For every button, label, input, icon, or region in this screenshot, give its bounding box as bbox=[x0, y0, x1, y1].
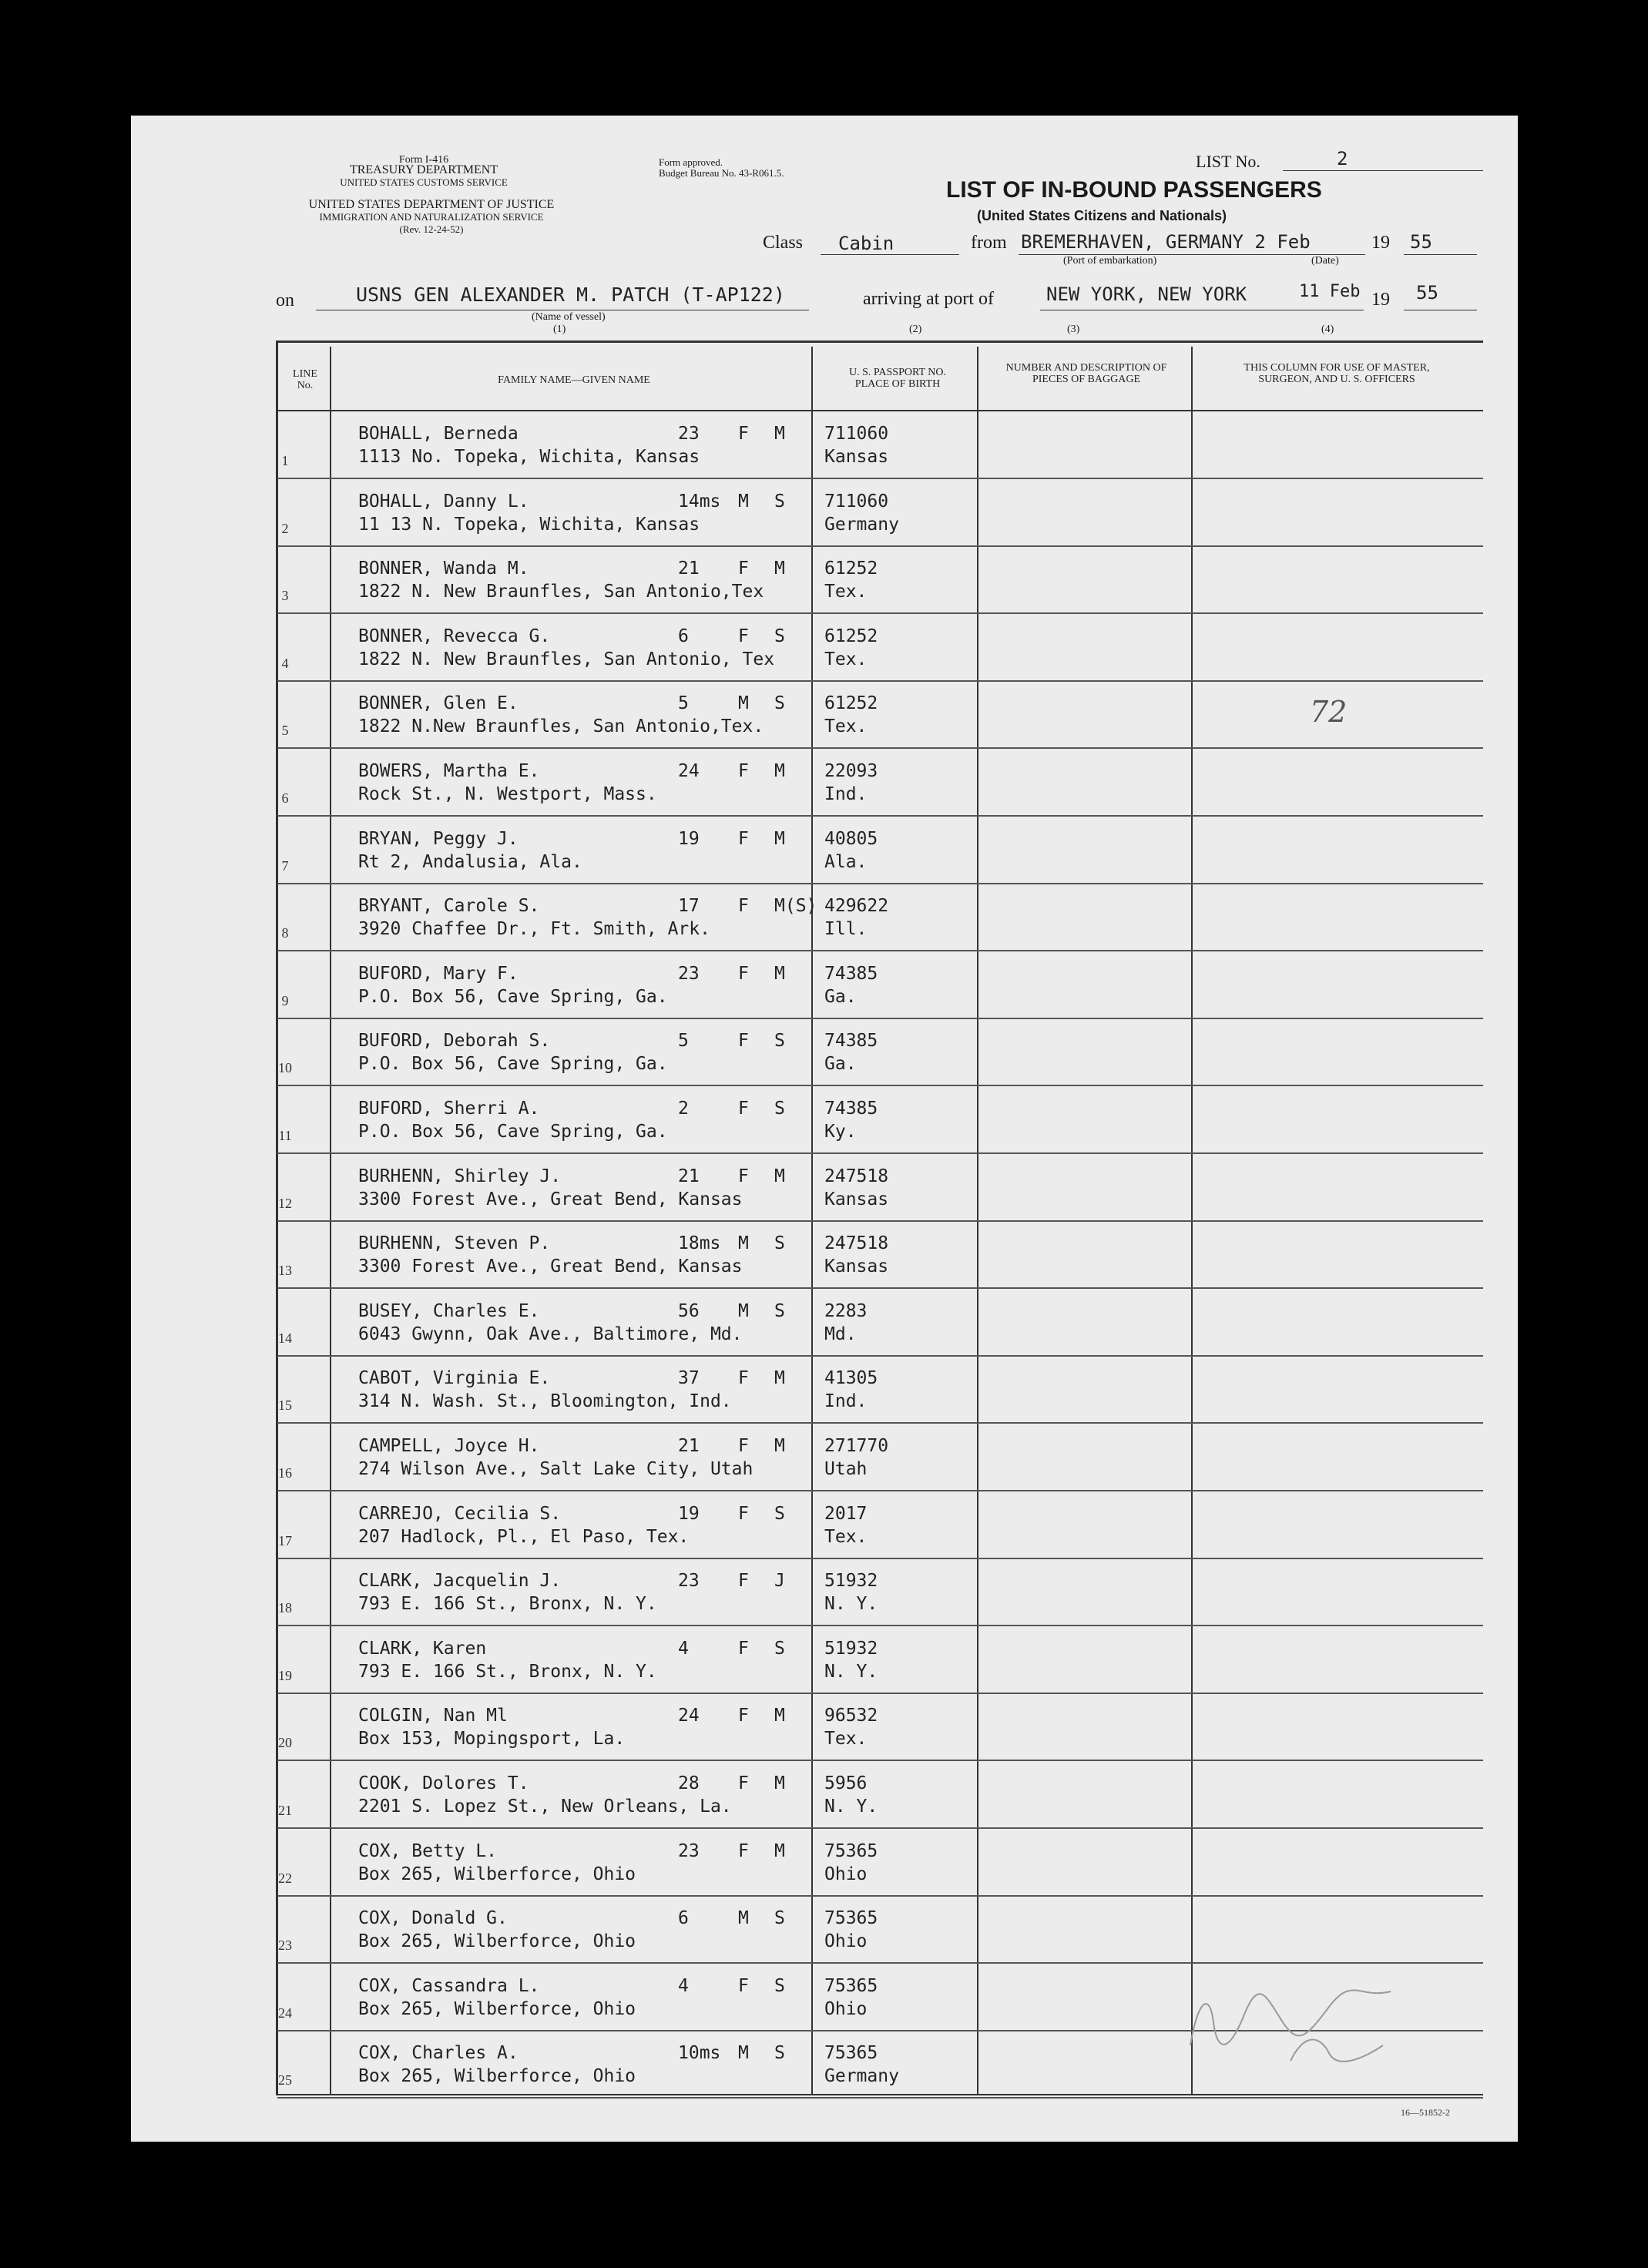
page-title: LIST OF IN-BOUND PASSENGERS bbox=[946, 177, 1322, 203]
passenger-marital-status: M bbox=[774, 424, 785, 444]
table-row bbox=[277, 1154, 1483, 1222]
passenger-sex: F bbox=[738, 1436, 749, 1456]
line-number: 21 bbox=[278, 1803, 292, 1818]
passenger-marital-status: S bbox=[774, 1908, 785, 1929]
passenger-marital-status: S bbox=[774, 1300, 785, 1321]
year-underline-1 bbox=[1404, 254, 1477, 255]
passenger-address: Box 265, Wilberforce, Ohio bbox=[358, 1931, 636, 1952]
passport-number: 74385 bbox=[824, 1031, 878, 1052]
line-number: 15 bbox=[278, 1397, 292, 1414]
passport-number: 41305 bbox=[824, 1368, 878, 1389]
passenger-name: BURHENN, Shirley J. bbox=[358, 1166, 562, 1186]
passenger-age: 17 bbox=[678, 896, 700, 917]
row-divider bbox=[277, 2097, 1483, 2099]
table-row bbox=[277, 1424, 1483, 1491]
passenger-name: BUFORD, Deborah S. bbox=[358, 1031, 551, 1052]
place-of-birth: N. Y. bbox=[824, 1661, 878, 1682]
passenger-address: 11 13 N. Topeka, Wichita, Kansas bbox=[358, 514, 700, 535]
year-value-2: 55 bbox=[1416, 282, 1438, 304]
line-number: 6 bbox=[281, 790, 289, 806]
passenger-address: Rt 2, Andalusia, Ala. bbox=[358, 851, 582, 872]
vessel-name: USNS GEN ALEXANDER M. PATCH (T-AP122) bbox=[356, 284, 785, 306]
table-row bbox=[277, 1018, 1483, 1086]
list-no-value: 2 bbox=[1337, 148, 1348, 169]
passenger-address: 1113 No. Topeka, Wichita, Kansas bbox=[358, 447, 700, 467]
col-header-passport: U. S. PASSPORT NO. PLACE OF BIRTH bbox=[849, 367, 946, 390]
passenger-name: BONNER, Revecca G. bbox=[358, 626, 551, 646]
passenger-name: BOWERS, Martha E. bbox=[358, 761, 540, 781]
page-subtitle: (United States Citizens and Nationals) bbox=[977, 208, 1227, 223]
passenger-address: P.O. Box 56, Cave Spring, Ga. bbox=[358, 1122, 668, 1142]
table-row bbox=[277, 884, 1483, 951]
place-of-birth: Ohio bbox=[824, 1998, 868, 2019]
place-of-birth: Utah bbox=[824, 1459, 868, 1479]
passenger-address: Box 265, Wilberforce, Ohio bbox=[358, 2066, 636, 2087]
customs-service: UNITED STATES CUSTOMS SERVICE bbox=[340, 176, 508, 188]
passenger-name: COX, Donald G. bbox=[358, 1908, 508, 1929]
vessel-col-num: (1) bbox=[553, 324, 566, 335]
passenger-age: 6 bbox=[678, 626, 689, 646]
place-of-birth: Ga. bbox=[824, 1054, 857, 1075]
passenger-marital-status: S bbox=[774, 1031, 785, 1052]
table-row bbox=[277, 1491, 1483, 1559]
passenger-age: 10ms bbox=[678, 2043, 721, 2064]
passport-number: 75365 bbox=[824, 1975, 878, 1996]
list-no-underline bbox=[1283, 170, 1483, 171]
passenger-sex: M bbox=[738, 693, 749, 714]
col-header-line-no: LINE No. bbox=[293, 368, 317, 391]
line-number: 8 bbox=[281, 925, 289, 941]
passenger-address: 3920 Chaffee Dr., Ft. Smith, Ark. bbox=[358, 919, 710, 940]
place-of-birth: Ohio bbox=[824, 1864, 868, 1884]
ins: IMMIGRATION AND NATURALIZATION SERVICE bbox=[319, 211, 544, 223]
passenger-name: CLARK, Karen bbox=[358, 1638, 487, 1659]
passenger-sex: M bbox=[738, 1908, 749, 1929]
passenger-sex: F bbox=[738, 1706, 749, 1726]
table-row bbox=[277, 951, 1483, 1019]
passenger-name: COLGIN, Nan Ml bbox=[358, 1706, 508, 1726]
passenger-marital-status: S bbox=[774, 1638, 785, 1659]
passenger-age: 19 bbox=[678, 1503, 700, 1524]
line-number: 5 bbox=[281, 723, 289, 739]
passport-number: 247518 bbox=[824, 1233, 889, 1254]
class-underline bbox=[821, 254, 959, 255]
passenger-sex: F bbox=[738, 1975, 749, 1996]
passenger-sex: F bbox=[738, 1638, 749, 1659]
passenger-address: 793 E. 166 St., Bronx, N. Y. bbox=[358, 1661, 657, 1682]
from-label: from bbox=[971, 233, 1007, 253]
line-number: 20 bbox=[278, 1735, 292, 1751]
passenger-sex: F bbox=[738, 963, 749, 984]
table-row bbox=[277, 1626, 1483, 1694]
line-number: 2 bbox=[281, 520, 289, 536]
passenger-marital-status: M bbox=[774, 559, 785, 579]
passenger-address: Rock St., N. Westport, Mass. bbox=[358, 784, 657, 804]
passenger-marital-status: S bbox=[774, 1503, 785, 1524]
place-of-birth: Ill. bbox=[824, 919, 868, 940]
passenger-address: 793 E. 166 St., Bronx, N. Y. bbox=[358, 1594, 657, 1615]
passenger-age: 4 bbox=[678, 1975, 689, 1996]
col-num-2: (2) bbox=[909, 324, 922, 335]
passport-number: 247518 bbox=[824, 1166, 889, 1186]
line-number: 12 bbox=[278, 1195, 292, 1211]
passport-number: 74385 bbox=[824, 963, 878, 984]
passenger-age: 4 bbox=[678, 1638, 689, 1659]
table-row bbox=[277, 1086, 1483, 1154]
passenger-age: 37 bbox=[678, 1368, 700, 1389]
passenger-sex: F bbox=[738, 1773, 749, 1793]
passenger-age: 21 bbox=[678, 1166, 700, 1186]
table-row bbox=[277, 817, 1483, 884]
line-number: 18 bbox=[278, 1600, 292, 1616]
passenger-sex: M bbox=[738, 1233, 749, 1254]
pencil-signature bbox=[1175, 1968, 1406, 2068]
passenger-name: BONNER, Glen E. bbox=[358, 693, 519, 714]
passenger-address: 2201 S. Lopez St., New Orleans, La. bbox=[358, 1797, 732, 1817]
passenger-marital-status: M bbox=[774, 1706, 785, 1726]
passport-number: 96532 bbox=[824, 1706, 878, 1726]
passenger-marital-status: M bbox=[774, 963, 785, 984]
passport-number: 61252 bbox=[824, 693, 878, 714]
passenger-name: BRYAN, Peggy J. bbox=[358, 828, 519, 849]
class-value: Cabin bbox=[838, 233, 894, 254]
passport-number: 5956 bbox=[824, 1773, 868, 1793]
passport-number: 74385 bbox=[824, 1099, 878, 1119]
revision: (Rev. 12-24-52) bbox=[399, 223, 464, 235]
passenger-marital-status: S bbox=[774, 626, 785, 646]
port-caption: (Port of embarkation) bbox=[1063, 255, 1157, 267]
col-num-3: (3) bbox=[1067, 324, 1080, 335]
passenger-sex: F bbox=[738, 1503, 749, 1524]
passenger-address: 1822 N. New Braunfles, San Antonio, Tex bbox=[358, 649, 775, 669]
passenger-marital-status: M bbox=[774, 1773, 785, 1793]
passenger-name: BOHALL, Berneda bbox=[358, 424, 519, 444]
passenger-age: 23 bbox=[678, 424, 700, 444]
place-of-birth: Tex. bbox=[824, 1729, 868, 1750]
place-of-birth: Tex. bbox=[824, 1526, 868, 1547]
place-of-birth: Tex. bbox=[824, 716, 868, 737]
passport-number: 2017 bbox=[824, 1503, 868, 1524]
passenger-marital-status: M bbox=[774, 1436, 785, 1456]
passport-number: 40805 bbox=[824, 828, 878, 849]
passport-number: 22093 bbox=[824, 761, 878, 781]
year-prefix-1: 19 bbox=[1371, 233, 1390, 253]
passenger-sex: F bbox=[738, 1099, 749, 1119]
place-of-birth: Tex. bbox=[824, 582, 868, 602]
place-of-birth: Kansas bbox=[824, 447, 889, 467]
passenger-name: BURHENN, Steven P. bbox=[358, 1233, 551, 1254]
arriving-label: arriving at port of bbox=[863, 289, 994, 309]
table-row bbox=[277, 1221, 1483, 1289]
passenger-age: 23 bbox=[678, 1840, 700, 1861]
passenger-name: COX, Betty L. bbox=[358, 1840, 498, 1861]
col-header-officers: THIS COLUMN FOR USE OF MASTER, SURGEON, AND U. S. OFFICERS bbox=[1244, 362, 1430, 385]
passenger-age: 21 bbox=[678, 1436, 700, 1456]
from-value: BREMERHAVEN, GERMANY 2 Feb bbox=[1021, 231, 1311, 253]
treasury-dept: TREASURY DEPARTMENT bbox=[349, 163, 498, 176]
place-of-birth: Ohio bbox=[824, 1931, 868, 1952]
place-of-birth: Kansas bbox=[824, 1256, 889, 1277]
table-row bbox=[277, 479, 1483, 547]
passenger-address: 3300 Forest Ave., Great Bend, Kansas bbox=[358, 1256, 743, 1277]
passenger-name: COX, Charles A. bbox=[358, 2043, 519, 2064]
passenger-age: 6 bbox=[678, 1908, 689, 1929]
passenger-address: Box 265, Wilberforce, Ohio bbox=[358, 1998, 636, 2019]
form-number: Form I-416 bbox=[398, 154, 449, 166]
place-of-birth: Germany bbox=[824, 514, 899, 535]
place-of-birth: Germany bbox=[824, 2066, 899, 2087]
line-number: 7 bbox=[281, 857, 289, 874]
place-of-birth: Ind. bbox=[824, 1391, 868, 1412]
table-row bbox=[277, 1558, 1483, 1626]
list-no-label: LIST No. bbox=[1196, 152, 1260, 171]
line-number: 10 bbox=[278, 1060, 292, 1076]
line-number: 16 bbox=[278, 1465, 292, 1481]
line-number: 24 bbox=[278, 2005, 292, 2021]
place-of-birth: Kansas bbox=[824, 1189, 889, 1209]
passenger-marital-status: S bbox=[774, 1975, 785, 1996]
form-approved: Form approved. bbox=[659, 156, 723, 168]
line-number: 17 bbox=[278, 1532, 292, 1548]
passenger-address: 1822 N. New Braunfles, San Antonio,Tex bbox=[358, 582, 764, 602]
passenger-sex: F bbox=[738, 424, 749, 444]
table-row bbox=[277, 546, 1483, 614]
table-row bbox=[277, 1693, 1483, 1761]
passenger-sex: F bbox=[738, 761, 749, 781]
passenger-age: 28 bbox=[678, 1773, 700, 1793]
place-of-birth: Ind. bbox=[824, 784, 868, 804]
passenger-sex: M bbox=[738, 1300, 749, 1321]
passenger-marital-status: M bbox=[774, 761, 785, 781]
table-row bbox=[277, 1829, 1483, 1897]
passenger-address: P.O. Box 56, Cave Spring, Ga. bbox=[358, 986, 668, 1007]
place-of-birth: N. Y. bbox=[824, 1797, 878, 1817]
passenger-address: Box 153, Mopingsport, La. bbox=[358, 1729, 626, 1750]
passenger-sex: F bbox=[738, 896, 749, 917]
place-of-birth: Md. bbox=[824, 1324, 857, 1344]
justice-dept: UNITED STATES DEPARTMENT OF JUSTICE bbox=[308, 198, 555, 211]
col-header-baggage: NUMBER AND DESCRIPTION OF PIECES OF BAGGAGE bbox=[1005, 362, 1167, 385]
date-caption: (Date) bbox=[1311, 255, 1339, 267]
passenger-name: BONNER, Wanda M. bbox=[358, 559, 529, 579]
col-num-4: (4) bbox=[1321, 324, 1334, 335]
passenger-address: P.O. Box 56, Cave Spring, Ga. bbox=[358, 1054, 668, 1075]
passenger-age: 21 bbox=[678, 559, 700, 579]
passenger-age: 56 bbox=[678, 1300, 700, 1321]
passenger-marital-status: M bbox=[774, 1166, 785, 1186]
passenger-name: CARREJO, Cecilia S. bbox=[358, 1503, 562, 1524]
passenger-sex: F bbox=[738, 828, 749, 849]
place-of-birth: Ky. bbox=[824, 1122, 857, 1142]
passenger-sex: M bbox=[738, 2043, 749, 2064]
line-number: 11 bbox=[278, 1128, 292, 1143]
passport-number: 75365 bbox=[824, 1908, 878, 1929]
passport-number: 61252 bbox=[824, 626, 878, 646]
year-prefix-2: 19 bbox=[1371, 290, 1390, 310]
place-of-birth: Tex. bbox=[824, 649, 868, 669]
passenger-address: 1822 N.New Braunfles, San Antonio,Tex. bbox=[358, 716, 764, 737]
passenger-age: 5 bbox=[678, 693, 689, 714]
table-row bbox=[277, 1761, 1483, 1829]
passenger-age: 14ms bbox=[678, 491, 721, 512]
passenger-marital-status: S bbox=[774, 1233, 785, 1254]
line-number: 23 bbox=[278, 1938, 292, 1954]
passenger-sex: F bbox=[738, 1571, 749, 1592]
passenger-marital-status: J bbox=[774, 1571, 785, 1592]
arrival-date: 11 Feb bbox=[1299, 282, 1361, 301]
table-row bbox=[277, 1896, 1483, 1964]
table-row bbox=[277, 614, 1483, 682]
passenger-sex: F bbox=[738, 1166, 749, 1186]
footer-code: 16—51852-2 bbox=[1401, 2107, 1450, 2118]
passenger-marital-status: M bbox=[774, 1840, 785, 1861]
passport-number: 51932 bbox=[824, 1571, 878, 1592]
passenger-marital-status: S bbox=[774, 491, 785, 512]
passport-number: 75365 bbox=[824, 2043, 878, 2064]
passenger-age: 23 bbox=[678, 963, 700, 984]
passenger-marital-status: M(S) bbox=[774, 896, 817, 917]
passenger-sex: F bbox=[738, 1031, 749, 1052]
class-label: Class bbox=[763, 233, 804, 253]
passenger-marital-status: M bbox=[774, 1368, 785, 1389]
place-of-birth: Ala. bbox=[824, 851, 868, 872]
passenger-name: COOK, Dolores T. bbox=[358, 1773, 529, 1793]
table-row bbox=[277, 749, 1483, 817]
passenger-name: CLARK, Jacquelin J. bbox=[358, 1571, 562, 1592]
place-of-birth: N. Y. bbox=[824, 1594, 878, 1615]
passenger-age: 5 bbox=[678, 1031, 689, 1052]
passenger-address: 314 N. Wash. St., Bloomington, Ind. bbox=[358, 1391, 732, 1412]
table-top-border bbox=[276, 341, 1483, 343]
passenger-age: 23 bbox=[678, 1571, 700, 1592]
passport-number: 2283 bbox=[824, 1300, 868, 1321]
table-row bbox=[277, 1289, 1483, 1357]
passenger-marital-status: S bbox=[774, 693, 785, 714]
table-row bbox=[277, 681, 1483, 749]
passport-number: 711060 bbox=[824, 491, 889, 512]
passenger-age: 18ms bbox=[678, 1233, 721, 1254]
passenger-sex: F bbox=[738, 626, 749, 646]
passport-number: 271770 bbox=[824, 1436, 889, 1456]
table-row bbox=[277, 1356, 1483, 1424]
line-number: 13 bbox=[278, 1263, 292, 1279]
passenger-name: BRYANT, Carole S. bbox=[358, 896, 540, 917]
passenger-address: 207 Hadlock, Pl., El Paso, Tex. bbox=[358, 1526, 690, 1547]
line-number: 19 bbox=[278, 1667, 292, 1683]
year-value-1: 55 bbox=[1410, 231, 1432, 253]
line-number: 22 bbox=[278, 1870, 292, 1886]
passenger-address: 274 Wilson Ave., Salt Lake City, Utah bbox=[358, 1459, 754, 1479]
passenger-marital-status: M bbox=[774, 828, 785, 849]
passenger-name: CAMPELL, Joyce H. bbox=[358, 1436, 540, 1456]
passport-number: 429622 bbox=[824, 896, 889, 917]
passenger-sex: F bbox=[738, 559, 749, 579]
line-number: 9 bbox=[281, 992, 289, 1008]
arrival-port: NEW YORK, NEW YORK bbox=[1046, 284, 1247, 305]
line-number: 25 bbox=[278, 2072, 292, 2089]
passenger-sex: F bbox=[738, 1368, 749, 1389]
passenger-name: BUFORD, Sherri A. bbox=[358, 1099, 540, 1119]
passenger-name: COX, Cassandra L. bbox=[358, 1975, 540, 1996]
line-number: 3 bbox=[281, 588, 289, 604]
passport-number: 51932 bbox=[824, 1638, 878, 1659]
passport-number: 75365 bbox=[824, 1840, 878, 1861]
passenger-address: Box 265, Wilberforce, Ohio bbox=[358, 1864, 636, 1884]
pencil-mark-72: 72 bbox=[1310, 695, 1348, 729]
col-header-name: FAMILY NAME—GIVEN NAME bbox=[498, 374, 650, 386]
on-label: on bbox=[276, 290, 294, 310]
table-row bbox=[277, 411, 1483, 479]
passenger-age: 2 bbox=[678, 1099, 689, 1119]
passport-number: 711060 bbox=[824, 424, 889, 444]
passenger-marital-status: S bbox=[774, 1099, 785, 1119]
passenger-name: CABOT, Virginia E. bbox=[358, 1368, 551, 1389]
passenger-address: 3300 Forest Ave., Great Bend, Kansas bbox=[358, 1189, 743, 1209]
passenger-age: 24 bbox=[678, 1706, 700, 1726]
passenger-name: BUFORD, Mary F. bbox=[358, 963, 519, 984]
passenger-age: 19 bbox=[678, 828, 700, 849]
passenger-address: 6043 Gwynn, Oak Ave., Baltimore, Md. bbox=[358, 1324, 743, 1344]
passenger-sex: M bbox=[738, 491, 749, 512]
passenger-age: 24 bbox=[678, 761, 700, 781]
vessel-caption: (Name of vessel) bbox=[532, 311, 606, 323]
line-number: 1 bbox=[281, 453, 289, 468]
passenger-name: BOHALL, Danny L. bbox=[358, 491, 529, 512]
line-number: 14 bbox=[278, 1330, 292, 1346]
place-of-birth: Ga. bbox=[824, 986, 857, 1007]
line-number: 4 bbox=[281, 655, 289, 671]
passenger-sex: F bbox=[738, 1840, 749, 1861]
budget-bureau: Budget Bureau No. 43-R061.5. bbox=[659, 167, 784, 179]
passport-number: 61252 bbox=[824, 559, 878, 579]
passenger-marital-status: S bbox=[774, 2043, 785, 2064]
passenger-name: BUSEY, Charles E. bbox=[358, 1300, 540, 1321]
